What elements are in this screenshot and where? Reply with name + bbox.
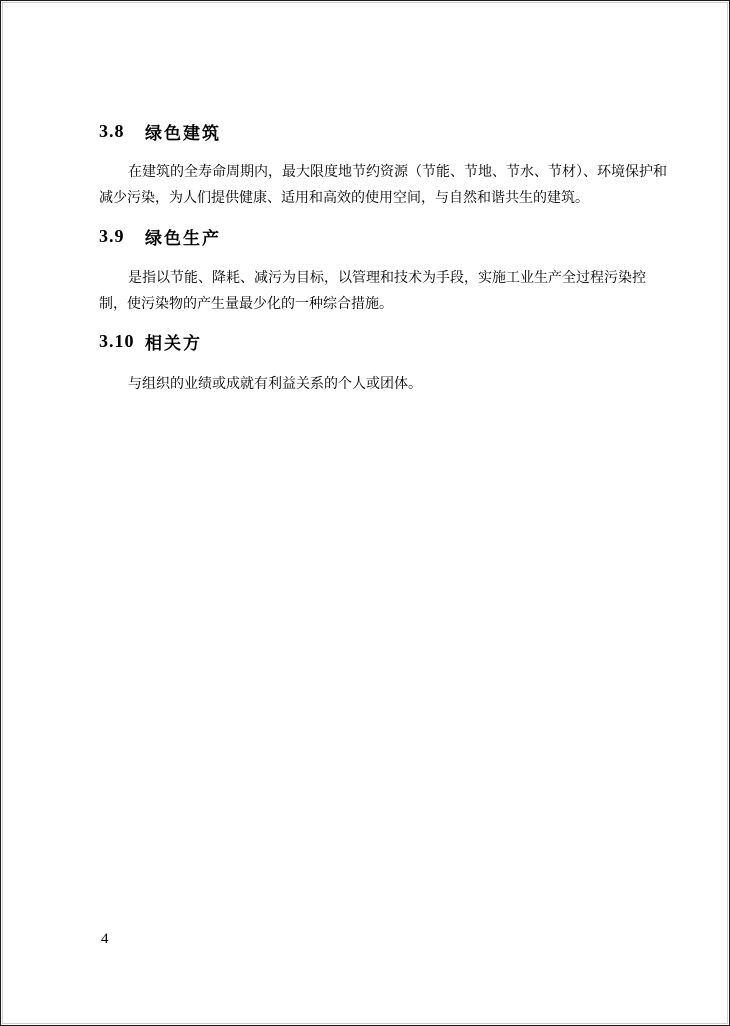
section-title: 绿色建筑 xyxy=(145,123,221,144)
section-body-3-9 xyxy=(99,265,646,317)
section-title: 相关方 xyxy=(145,333,202,354)
section-number: 3.10 xyxy=(99,330,135,351)
paragraph-line: 制，使污染物的产生量最少化的一种综合措施。 xyxy=(99,296,393,312)
section-heading-3-8 xyxy=(99,119,221,143)
section-number: 3.8 xyxy=(99,120,125,141)
paragraph-line: 在建筑的全寿命周期内，最大限度地节约资源（节能、节地、节水、节材）、环境保护和 xyxy=(128,164,667,180)
page-number: 4 xyxy=(101,931,109,947)
section-heading-3-10 xyxy=(99,329,202,353)
section-number: 3.9 xyxy=(99,225,125,246)
section-title: 绿色生产 xyxy=(145,228,221,249)
section-body-3-10 xyxy=(99,371,639,397)
paragraph-line: 是指以节能、降耗、减污为目标，以管理和技术为手段，实施工业生产全过程污染控 xyxy=(128,270,646,286)
section-heading-3-9 xyxy=(99,224,221,248)
paragraph-line: 减少污染，为人们提供健康、适用和高效的使用空间，与自然和谐共生的建筑。 xyxy=(99,190,589,206)
section-body-3-8 xyxy=(99,159,667,211)
paragraph-line: 与组织的业绩或成就有利益关系的个人或团体。 xyxy=(128,376,422,392)
